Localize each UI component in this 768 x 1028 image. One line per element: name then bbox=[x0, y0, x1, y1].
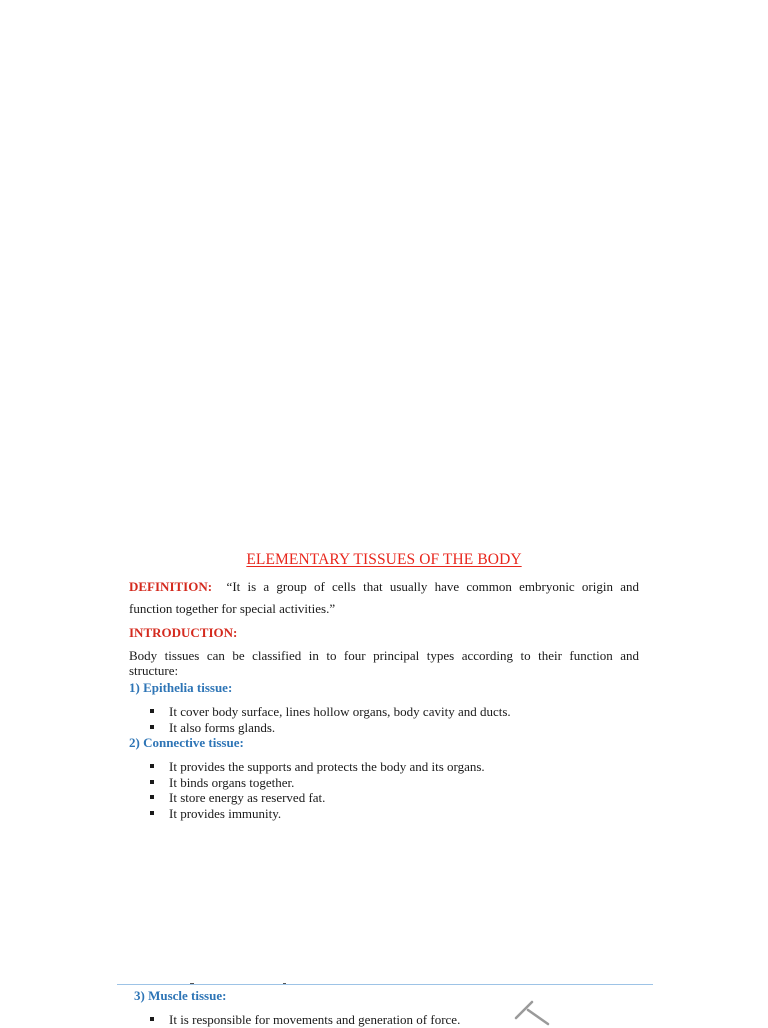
connective-bullet-list bbox=[150, 759, 485, 821]
square-bullet-icon bbox=[150, 725, 154, 729]
definition-label: DEFINITION: bbox=[129, 579, 213, 594]
list-item-text: It provides the supports and protects the body and its organs. bbox=[169, 759, 485, 774]
list-item-text: It store energy as reserved fat. bbox=[169, 790, 326, 805]
square-bullet-icon bbox=[150, 1017, 154, 1021]
list-item bbox=[150, 704, 511, 720]
page-divider bbox=[117, 984, 653, 985]
introduction-line-2: structure: bbox=[129, 663, 179, 678]
list-item-text: It binds organs together. bbox=[169, 774, 295, 790]
introduction-heading: INTRODUCTION: bbox=[129, 625, 238, 640]
list-item-text: It provides immunity. bbox=[169, 805, 282, 821]
introduction-paragraph bbox=[129, 648, 639, 678]
list-item-text: It is responsible for movements and generation of force. bbox=[169, 1012, 461, 1027]
section-heading-epithelia: 1) Epithelia tissue: bbox=[129, 680, 233, 695]
document-title: ELEMENTARY TISSUES OF THE BODY bbox=[246, 551, 522, 568]
square-bullet-icon bbox=[150, 780, 154, 784]
list-item bbox=[150, 1012, 460, 1028]
list-item-text: It cover body surface, lines hollow organs, body cavity and ducts. bbox=[169, 704, 511, 719]
list-item bbox=[150, 790, 485, 806]
muscle-bullet-list bbox=[150, 1012, 460, 1028]
definition-paragraph bbox=[129, 576, 639, 620]
watermark-mark-icon bbox=[510, 996, 560, 1026]
section-heading-muscle: 3) Muscle tissue: bbox=[134, 988, 227, 1003]
square-bullet-icon bbox=[150, 811, 154, 815]
introduction-line-1: Body tissues can be classified in to four principal types according to their function and bbox=[129, 648, 639, 663]
square-bullet-icon bbox=[150, 709, 154, 713]
list-item bbox=[150, 775, 485, 791]
definition-text-1: “It is a group of cells that usually have common embryonic origin and bbox=[226, 579, 639, 594]
clipped-text-fragment bbox=[150, 972, 300, 984]
list-item-text: It also forms glands. bbox=[169, 719, 276, 735]
epithelia-bullet-list bbox=[150, 704, 511, 735]
definition-line-1 bbox=[129, 576, 639, 598]
list-item bbox=[150, 806, 485, 822]
square-bullet-icon bbox=[150, 795, 154, 799]
section-heading-connective: 2) Connective tissue: bbox=[129, 735, 244, 750]
list-item bbox=[150, 759, 485, 775]
list-item bbox=[150, 720, 511, 736]
definition-line-2: function together for special activities.” bbox=[129, 601, 336, 616]
square-bullet-icon bbox=[150, 764, 154, 768]
